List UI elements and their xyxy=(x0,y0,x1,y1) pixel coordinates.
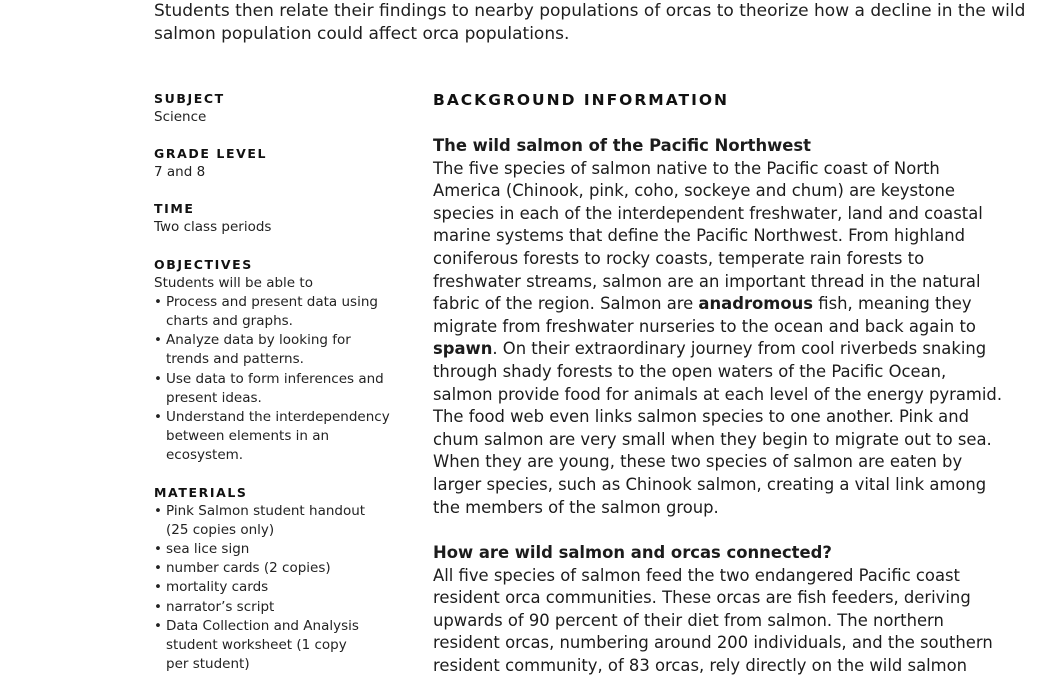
paragraph-line: resident orca communities. These orcas are fish feeders, deriving xyxy=(433,588,971,608)
paragraph-line: marine systems that define the Pacific Northwest. From highland xyxy=(433,226,966,246)
time-section xyxy=(154,199,404,237)
list-item: • Analyze data by looking for trends and patterns. xyxy=(154,331,404,369)
paragraph-line: resident community, of 83 orcas, rely directly on the wild salmon xyxy=(433,656,968,676)
list-item: • Process and present data using charts and graphs. xyxy=(154,293,404,331)
subheading-wild-salmon: The wild salmon of the Pacific Northwest xyxy=(433,136,812,155)
list-item: • number cards (2 copies) xyxy=(154,559,404,578)
list-item: • narrator’s script xyxy=(154,598,404,617)
intro-line: Students then relate their findings to nearby populations of orcas to theorize how a decline in the wild xyxy=(154,1,1026,21)
paragraph-line: the members of the salmon group. xyxy=(433,497,719,517)
subject-section xyxy=(154,89,404,127)
list-item: • Pink Salmon student handout (25 copies only) xyxy=(154,502,404,540)
paragraph-line: All five species of salmon feed the two endangered Pacific coast xyxy=(433,565,960,585)
objectives-section xyxy=(154,255,404,466)
paragraph-line: upwards of 90 percent of their diet from salmon. The northern xyxy=(433,610,944,630)
paragraph-line: The five species of salmon native to the Pacific coast of North xyxy=(433,158,940,178)
paragraph-line: chum salmon are very small when they begin to migrate out to sea. xyxy=(433,429,992,449)
objectives-lead: Students will be able to xyxy=(154,274,313,291)
time-value: Two class periods xyxy=(154,219,272,236)
paragraph-line: freshwater streams, salmon are an important thread in the natural xyxy=(433,271,981,291)
time-heading: TIME xyxy=(154,201,195,217)
background-information xyxy=(433,89,1003,678)
paragraph-line: America (Chinook, pink, coho, sockeye and chum) are keystone xyxy=(433,181,955,201)
materials-section xyxy=(154,483,404,675)
paragraph-salmon-orcas xyxy=(433,565,993,678)
intro-line: salmon population could affect orca populations. xyxy=(154,23,570,44)
materials-heading: MATERIALS xyxy=(154,484,248,500)
grade-level-heading: GRADE LEVEL xyxy=(154,146,268,162)
section-heading: BACKGROUND INFORMATION xyxy=(433,91,729,109)
paragraph-line: salmon provide food for animals at each level of the energy pyramid. xyxy=(433,384,1003,404)
objectives-list xyxy=(154,293,404,466)
bold-term: spawn xyxy=(433,339,493,359)
paragraph-line: species in each of the interdependent freshwater, land and coastal xyxy=(433,203,983,223)
list-item: • Understand the interdependency between elements in an ecosystem. xyxy=(154,408,404,466)
subject-heading: SUBJECT xyxy=(154,91,225,106)
intro-text xyxy=(154,0,1026,45)
paragraph-line: coniferous forests to rocky coasts, temperate rain forests to xyxy=(433,248,925,268)
paragraph-line: The food web even links salmon species to one another. Pink and xyxy=(433,407,969,427)
subheading-salmon-orcas: How are wild salmon and orcas connected? xyxy=(433,543,832,563)
lesson-sidebar xyxy=(154,89,404,691)
list-item: • sea lice sign xyxy=(154,540,404,559)
objectives-heading: OBJECTIVES xyxy=(154,256,253,272)
paragraph-line: When they are young, these two species of salmon are eaten by xyxy=(433,452,963,472)
paragraph-line: fabric of the region. Salmon are anadromous fish, meaning they xyxy=(433,294,972,314)
materials-list xyxy=(154,502,404,675)
paragraph-line: spawn. On their extraordinary journey from cool riverbeds snaking xyxy=(433,339,987,359)
paragraph-line: resident orcas, numbering around 200 individuals, and the southern xyxy=(433,633,993,653)
paragraph-line: larger species, such as Chinook salmon, creating a vital link among xyxy=(433,474,987,494)
subject-value: Science xyxy=(154,109,207,125)
list-item: • Use data to form inferences and present ideas. xyxy=(154,370,404,408)
bold-term: anadromous xyxy=(698,294,814,314)
paragraph-wild-salmon xyxy=(433,158,1003,520)
paragraph-line: migrate from freshwater nurseries to the ocean and back again to xyxy=(433,316,976,336)
paragraph-line: through shady forests to the open waters of the Pacific Ocean, xyxy=(433,361,947,381)
list-item: • Data Collection and Analysis student worksheet (1 copy per student) xyxy=(154,617,404,675)
grade-level-value: 7 and 8 xyxy=(154,164,206,181)
grade-level-section xyxy=(154,144,404,182)
list-item: • mortality cards xyxy=(154,578,404,597)
